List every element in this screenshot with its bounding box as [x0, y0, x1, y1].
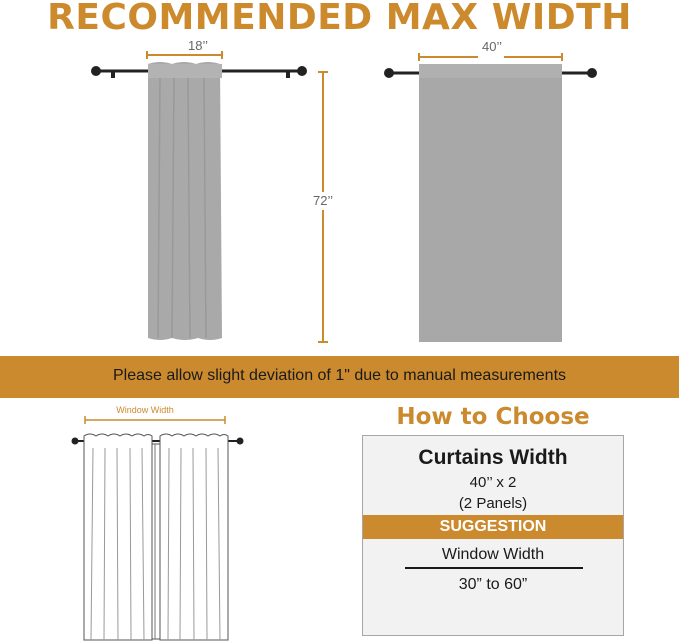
- notice-banner-text: Please allow slight deviation of 1" due to manual measurements: [112, 367, 567, 384]
- window-width-bracket: [85, 416, 225, 424]
- page-title: RECOMMENDED MAX WIDTH: [47, 0, 632, 38]
- curtain-panel-right: [419, 64, 562, 342]
- illustration-curtain-right: [160, 434, 228, 640]
- curtains-width-value: 40’’ x 2: [469, 474, 517, 491]
- how-to-choose-title: How to Choose: [396, 404, 590, 430]
- window-width-range: 30” to 60”: [458, 576, 528, 593]
- window-width-label: Window Width: [441, 546, 545, 563]
- curtain-panel-left: [148, 62, 222, 340]
- curtains-width-title: Curtains Width: [418, 446, 568, 469]
- divider-line: [405, 567, 583, 569]
- illustration-window-width-label: Window Width: [116, 405, 174, 415]
- illustration-curtain-left: [84, 434, 152, 640]
- left-width-label: 18’’: [187, 38, 208, 53]
- panels-note: (2 Panels): [458, 495, 528, 512]
- window-illustration: [60, 400, 250, 643]
- suggestion-label: SUGGESTION: [439, 518, 547, 535]
- how-to-choose-box: [362, 435, 624, 636]
- right-width-label: 40’’: [481, 39, 502, 54]
- height-label: 72’’: [312, 193, 333, 208]
